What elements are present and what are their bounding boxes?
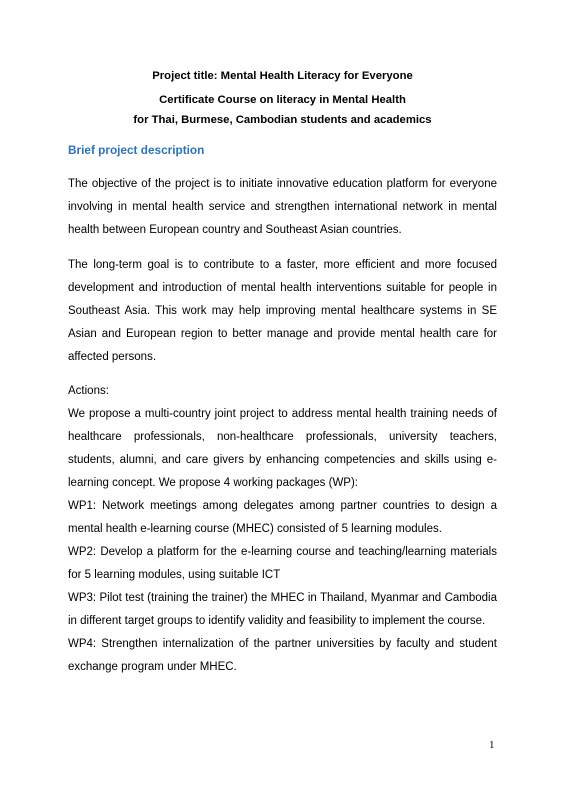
objective-paragraph [68, 173, 497, 242]
course-title-line-1: Certificate Course on literacy in Mental Health [159, 94, 406, 106]
work-package-1: WP1: Network meetings among delegates among partner countries to design a mental health e-learning course (MHEC) consisted of 5 learning modules. [68, 500, 497, 535]
work-package-4: WP4: Strengthen internalization of the partner universities by faculty and student exchange program under MHEC. [68, 638, 497, 673]
long-term-goal-text: The long-term goal is to contribute to a faster, more efficient and more focused development and introduction of mental health interventions suitable for people in Southeast Asia. This work may help improving mental healthcare systems in SE Asian and European region to better manage and provide mental health care for affected persons. [68, 259, 497, 363]
work-package-3: WP3: Pilot test (training the trainer) the MHEC in Thailand, Myanmar and Cambodia in different target groups to identify validity and feasibility to implement the course. [68, 592, 497, 627]
actions-label: Actions: [68, 385, 109, 397]
course-title-line-2: for Thai, Burmese, Cambodian students and academics [133, 114, 432, 126]
objective-text: The objective of the project is to initiate innovative education platform for everyone involving in mental health service and strengthen international network in mental health between European country and Southeast Asian countries. [68, 178, 497, 236]
section-heading: Brief project description [68, 143, 205, 157]
page-number: 1 [489, 739, 495, 751]
actions-section [68, 380, 497, 679]
work-package-2: WP2: Develop a platform for the e-learning course and teaching/learning materials for 5 learning modules, using suitable ICT [68, 546, 497, 581]
long-term-goal-paragraph [68, 254, 497, 369]
actions-intro: We propose a multi-country joint project to address mental health training needs of healthcare professionals, non-healthcare professionals, university teachers, students, alumni, and care givers by enhancing competencies and skills using e-learning concept. We propose 4 working packages (WP): [68, 408, 497, 489]
project-title: Project title: Mental Health Literacy for Everyone [152, 70, 413, 82]
title-block [68, 66, 497, 130]
